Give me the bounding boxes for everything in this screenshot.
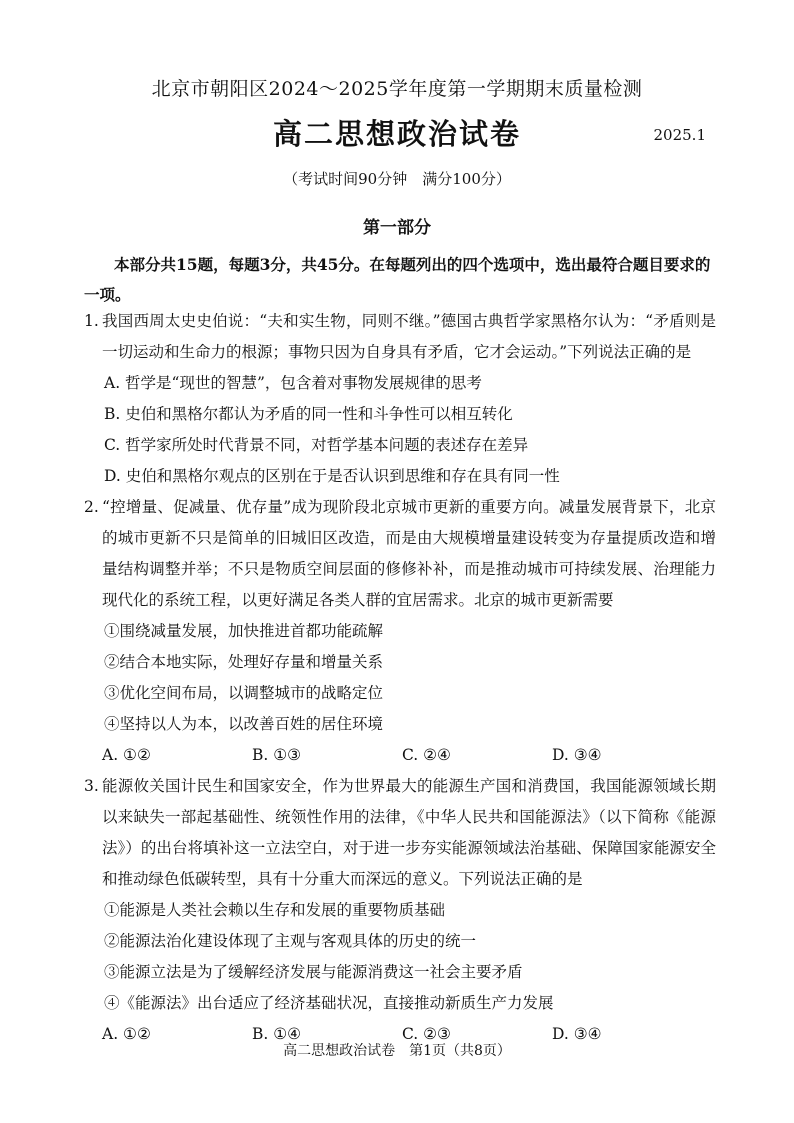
statement-2: ②结合本地实际，处理好存量和增量关系 — [104, 653, 384, 671]
question-number: 3. — [84, 777, 99, 795]
statement-2: ②能源法治化建设体现了主观与客观具体的历史的统一 — [104, 932, 477, 950]
option-c: C. 哲学家所处时代背景不同，对哲学基本问题的表述存在差异 — [104, 436, 529, 454]
statement-3: ③优化空间布局，以调整城市的战略定位 — [104, 684, 384, 702]
choice-d: D. ③④ — [552, 1025, 602, 1043]
question-stem: 能源攸关国计民生和国家安全，作为世界最大的能源生产国和消费国，我国能源领域长期以来缺失一部起基础性、统领性作用的法律，《中华人民共和国能源法》（以下简称《能源法》）的出台将填补这一立法空白，对于进一步夯实能源领域法治基础、保障国家能源安全和推动绿色低碳转型，具有十分重大而深远的意义。下列说法正确的是 — [102, 777, 716, 888]
exam-date: 2025.1 — [653, 126, 706, 144]
question-stem: 我国西周太史史伯说：“夫和实生物，同则不继。”德国古典哲学家黑格尔认为：“矛盾则是一切运动和生命力的根源；事物只因为自身具有矛盾，它才会运动。”下列说法正确的是 — [102, 312, 716, 361]
question-number: 2. — [84, 498, 99, 516]
statement-1: ①围绕减量发展，加快推进首都功能疏解 — [104, 622, 384, 640]
statement-3: ③能源立法是为了缓解经济发展与能源消费这一社会主要矛盾 — [104, 963, 523, 981]
statement-4: ④《能源法》出台适应了经济基础状况，直接推动新质生产力发展 — [104, 994, 554, 1012]
question-2 — [84, 492, 716, 771]
statement-4: ④坚持以人为本，以改善百姓的居住环境 — [104, 715, 384, 733]
page-footer: 高二思想政治试卷 第1页（共8页） — [283, 1043, 511, 1059]
answer-choices — [84, 740, 716, 771]
part-instructions: 本部分共15题，每题3分，共45分。在每题列出的四个选项中，选出最符合题目要求的一项。 — [84, 255, 711, 304]
question-stem: “控增量、促减量、优存量”成为现阶段北京城市更新的重要方向。减量发展背景下，北京的城市更新不只是简单的旧城旧区改造，而是由大规模增量建设转变为存量提质改造和增量结构调整并举；不只是物质空间层面的修修补补，而是推动城市可持续发展、治理能力现代化的系统工程，以更好满足各类人群的宜居需求。北京的城市更新需要 — [102, 498, 716, 609]
page-title: 高二思想政治试卷 — [272, 117, 521, 151]
exam-info: （考试时间90分钟 满分100分） — [283, 170, 511, 188]
choice-c: C. ②③ — [402, 1025, 451, 1043]
choice-a: A. ①② — [102, 746, 151, 764]
question-list — [84, 306, 716, 1050]
choice-a: A. ①② — [102, 1025, 151, 1043]
option-a: A. 哲学是“现世的智慧”，包含着对事物发展规律的思考 — [104, 374, 482, 392]
option-b: B. 史伯和黑格尔都认为矛盾的同一性和斗争性可以相互转化 — [104, 405, 513, 423]
exam-header: 北京市朝阳区2024～2025学年度第一学期期末质量检测 — [151, 78, 643, 100]
choice-b: B. ①④ — [252, 1025, 302, 1043]
choice-c: C. ②④ — [402, 746, 451, 764]
question-1 — [84, 306, 716, 492]
question-number: 1. — [84, 312, 99, 330]
statement-1: ①能源是人类社会赖以生存和发展的重要物质基础 — [104, 901, 446, 919]
choice-b: B. ①③ — [252, 746, 302, 764]
option-d: D. 史伯和黑格尔观点的区别在于是否认识到思维和存在具有同一性 — [104, 467, 560, 485]
choice-d: D. ③④ — [552, 746, 602, 764]
question-3 — [84, 771, 716, 1050]
part-title: 第一部分 — [363, 218, 431, 238]
